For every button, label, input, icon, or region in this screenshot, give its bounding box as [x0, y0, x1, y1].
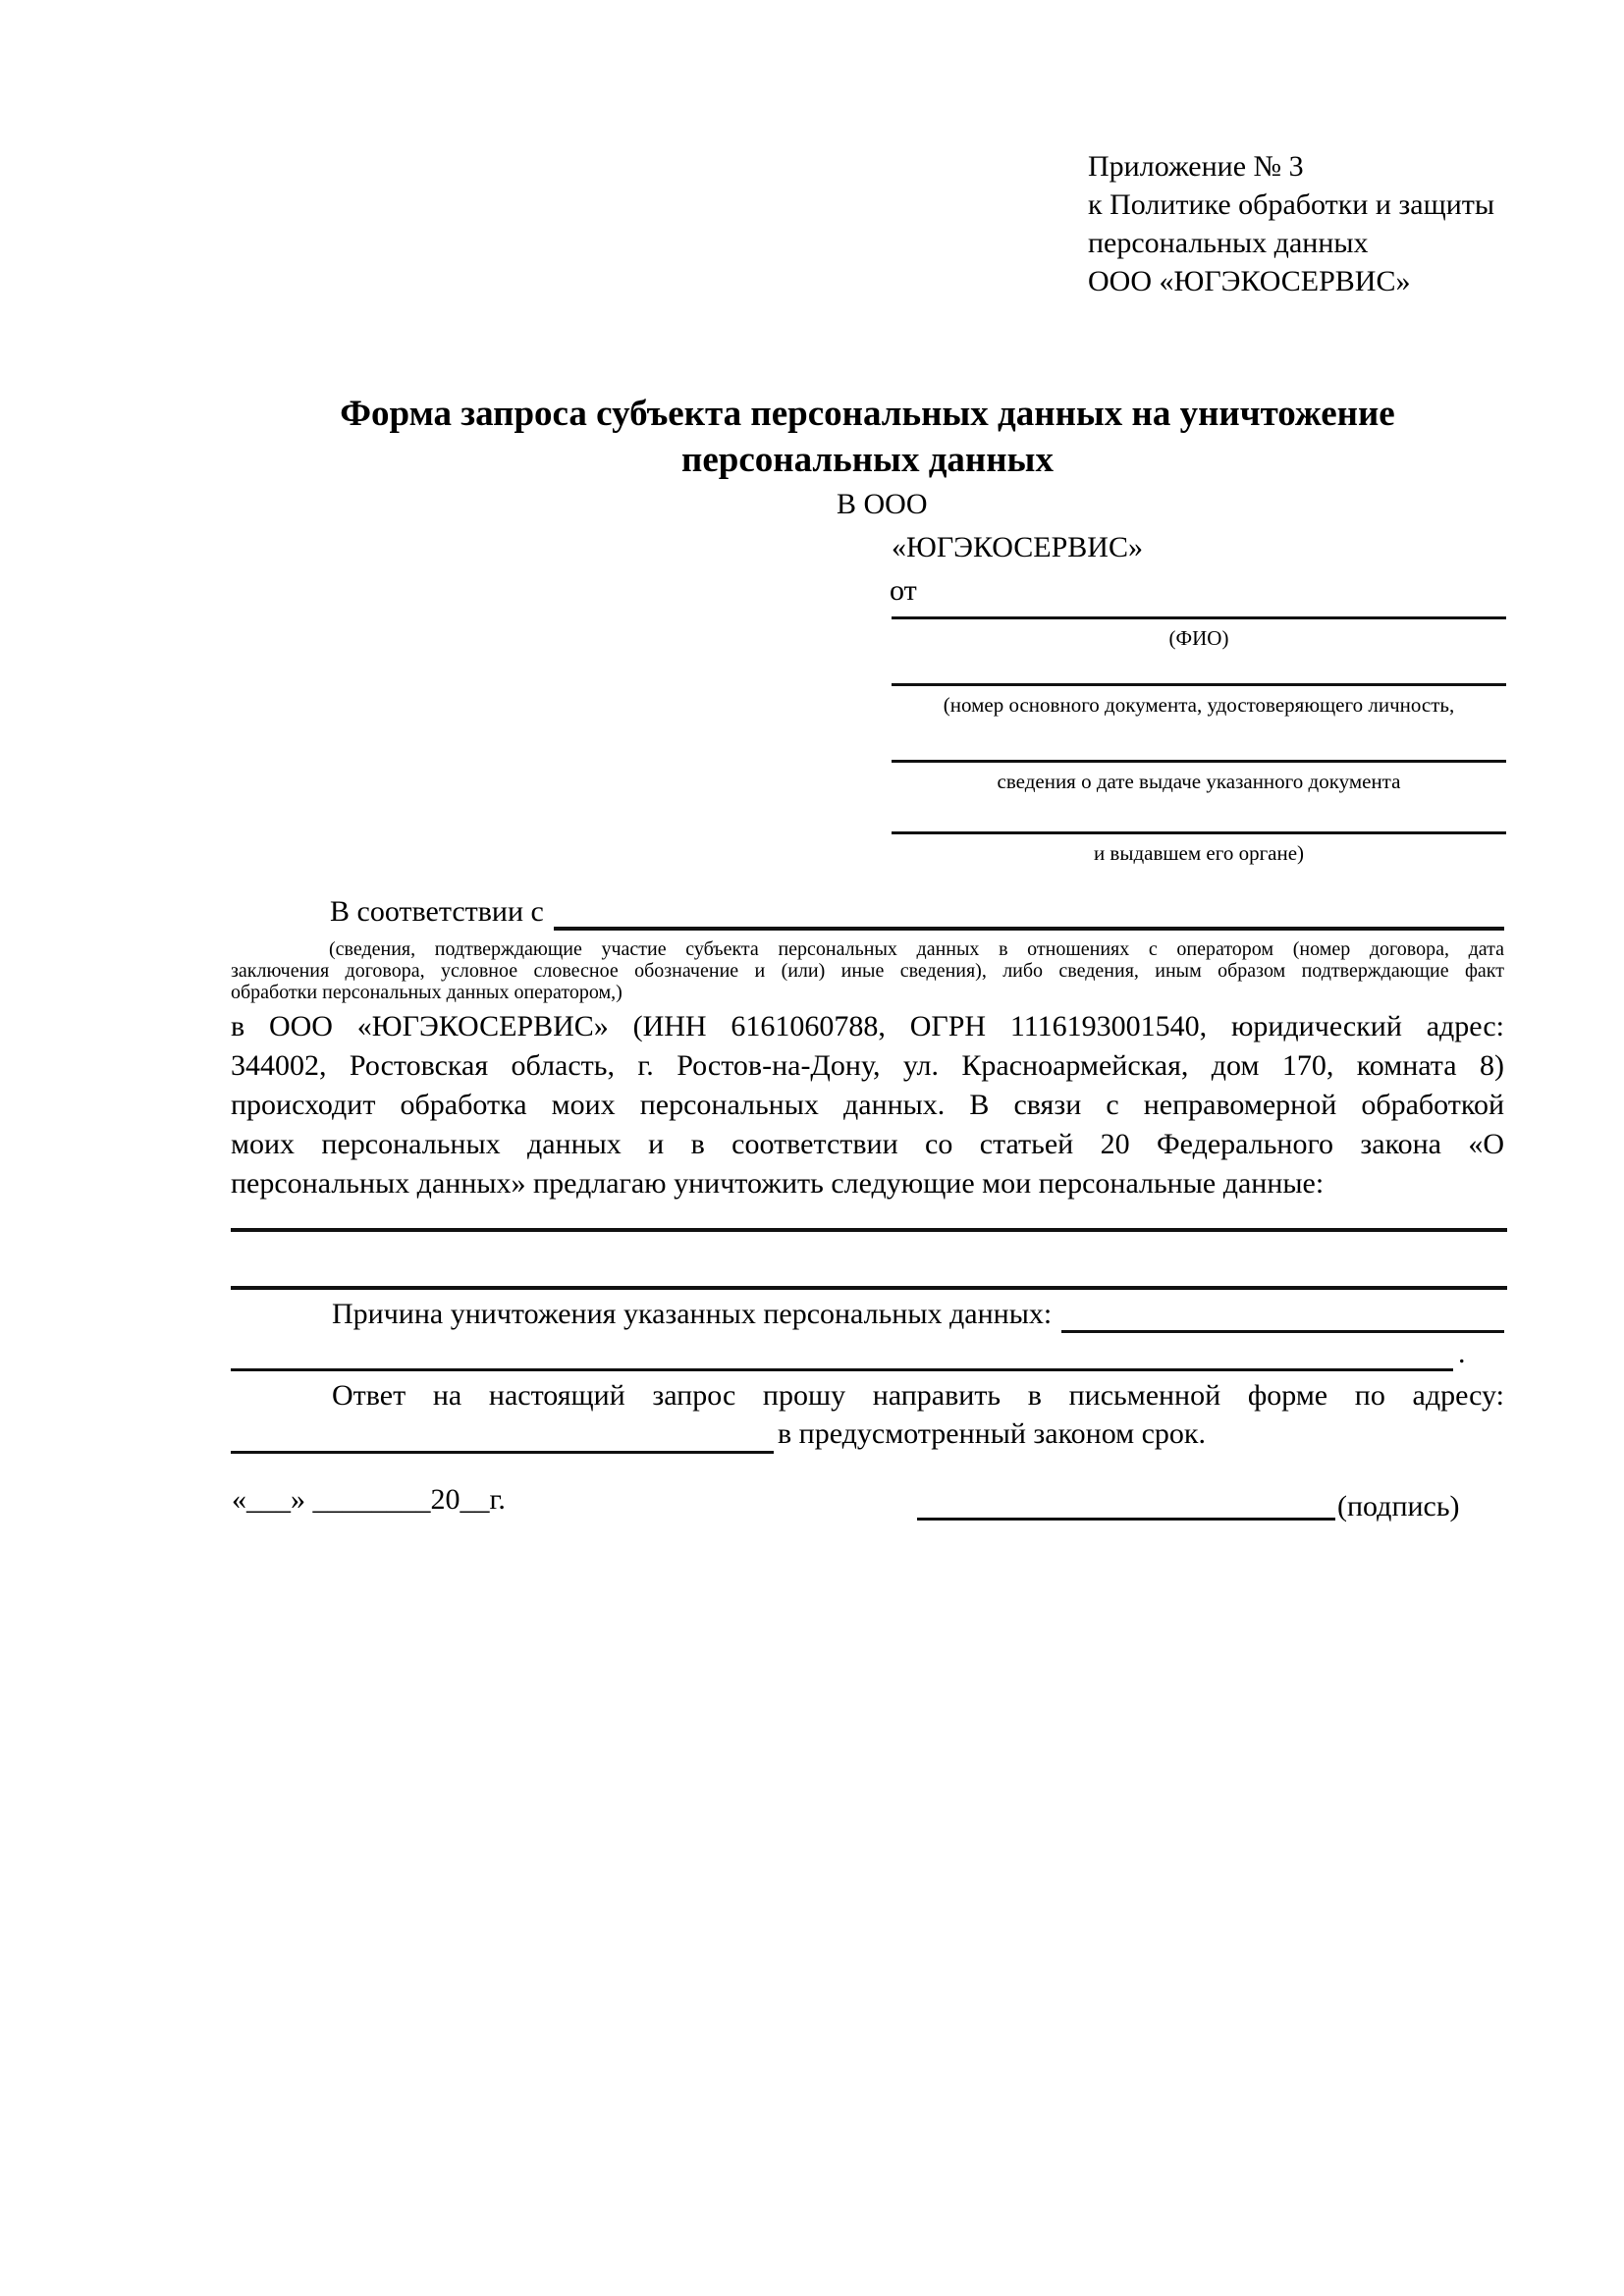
- body-line: происходит обработка моих персональных данных. В связи с неправомерной обработкой: [231, 1089, 1504, 1121]
- appendix-header-line: к Политике обработки и защиты: [1088, 188, 1495, 221]
- form-title-line1: Форма запроса субъекта персональных данных на уничтожение: [340, 394, 1395, 434]
- issue-date-field-caption: сведения о дате выдаче указанного документа: [997, 770, 1401, 793]
- body-line: моих персональных данных и в соответствии со статьей 20 Федерального закона «О: [231, 1128, 1504, 1160]
- body-line: в ООО «ЮГЭКОСЕРВИС» (ИНН 6161060788, ОГРН 1116193001540, юридический адрес:: [231, 1010, 1504, 1042]
- reason-row: [231, 1298, 1504, 1333]
- addressee-org-prefix: В ООО: [837, 488, 928, 520]
- appendix-header-line: ООО «ЮГЭКОСЕРВИС»: [1088, 265, 1411, 297]
- addressee-org-name: «ЮГЭКОСЕРВИС»: [892, 531, 1143, 563]
- document-number-field-line: [892, 683, 1506, 686]
- issuing-authority-field-caption: и выдавшем его органе): [1093, 841, 1305, 865]
- issuing-authority-field-line: [892, 831, 1506, 834]
- appendix-header: [1088, 147, 1520, 300]
- body-paragraph: [231, 1007, 1504, 1203]
- from-label: от: [890, 574, 917, 607]
- document-number-field-caption: (номер основного документа, удостоверяющего личность,: [943, 693, 1455, 717]
- reason-blank-line: [231, 1333, 1453, 1371]
- reason-fill-line: [1061, 1298, 1504, 1333]
- fio-field-line: [892, 616, 1506, 619]
- body-line: 344002, Ростовская область, г. Ростов-на-Дону, ул. Красноармейская, дом 170, комната 8): [231, 1049, 1504, 1082]
- reason-lead: Причина уничтожения указанных персональных данных:: [332, 1298, 1053, 1330]
- response-term-text: в предусмотренный законом срок.: [778, 1417, 1206, 1450]
- footnote-line: обработки персональных данных оператором,): [231, 982, 623, 1003]
- reason-continuation-row: [231, 1333, 1504, 1372]
- data-blank-line-1: [231, 1228, 1507, 1232]
- footnote-line: (сведения, подтверждающие участие субъекта персональных данных в отношениях с оператором (номер договора, дата: [329, 938, 1504, 960]
- accordance-row: [231, 895, 1504, 931]
- fio-field-caption: (ФИО): [1168, 626, 1229, 650]
- appendix-header-line: персональных данных: [1088, 227, 1369, 259]
- accordance-fill-line: [554, 895, 1504, 931]
- date-template: «___» ________20__г.: [232, 1483, 506, 1516]
- signature-caption: (подпись): [1337, 1490, 1460, 1522]
- accordance-lead: В соответствии с: [330, 895, 544, 928]
- response-request-line: Ответ на настоящий запрос прошу направить в письменной форме по адресу:: [332, 1379, 1504, 1412]
- signature-line: [917, 1483, 1335, 1521]
- issue-date-field-line: [892, 760, 1506, 763]
- response-address-line: [231, 1415, 774, 1454]
- footnote-line: заключения договора, условное словесное обозначение и (или) иные сведения), либо сведения, иным образом подтверждающие факт: [231, 960, 1504, 982]
- form-title: [231, 391, 1504, 483]
- form-title-line2: персональных данных: [681, 440, 1054, 480]
- data-blank-line-2: [231, 1286, 1507, 1290]
- body-line: персональных данных» предлагаю уничтожить следующие мои персональные данные:: [231, 1167, 1325, 1200]
- reason-period: .: [1458, 1337, 1466, 1369]
- accordance-footnote: [231, 938, 1504, 1003]
- appendix-header-line: Приложение № 3: [1088, 150, 1304, 183]
